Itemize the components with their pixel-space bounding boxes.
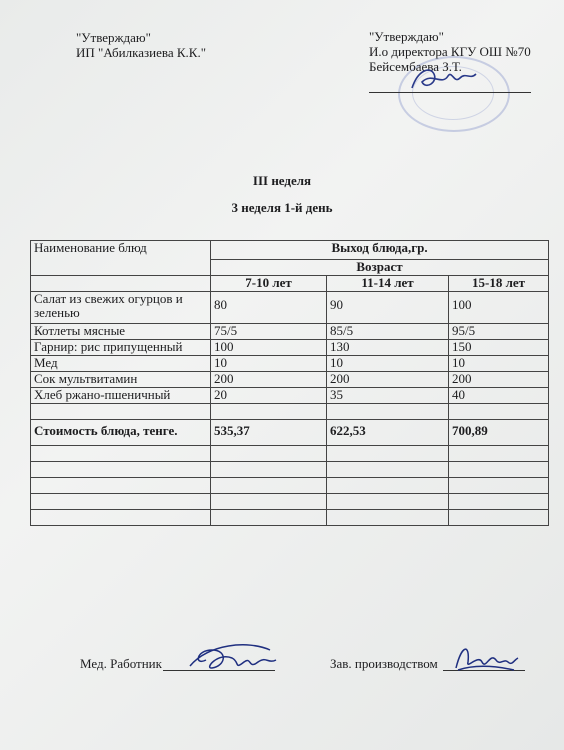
dish-value: 100 xyxy=(449,292,549,324)
cost-row xyxy=(31,420,549,446)
empty-row xyxy=(31,404,549,420)
director-name: Бейсембаева З.Т. xyxy=(369,59,462,74)
production-head-signature xyxy=(452,640,522,674)
menu-table xyxy=(30,240,549,526)
empty-row xyxy=(31,446,549,462)
cost-label: Стоимость блюда, тенге. xyxy=(31,420,211,446)
table-header-row xyxy=(31,241,549,260)
empty-row xyxy=(31,494,549,510)
dish-name: Салат из свежих огурцов и зеленью xyxy=(31,292,211,324)
empty-row xyxy=(31,478,549,494)
col-age-header: Возраст xyxy=(211,260,549,276)
day-subtitle: 3 неделя 1-й день xyxy=(231,200,333,215)
director-position: И.о директора КГУ ОШ №70 xyxy=(369,44,531,59)
table-row xyxy=(31,356,549,372)
dish-value: 10 xyxy=(327,356,449,372)
dish-value: 100 xyxy=(211,340,327,356)
age-group-15-18: 15-18 лет xyxy=(449,276,549,292)
dish-value: 95/5 xyxy=(449,324,549,340)
col-output-header: Выход блюда,гр. xyxy=(211,241,549,260)
right-approve-label: "Утверждаю" xyxy=(369,29,444,44)
dish-value: 85/5 xyxy=(327,324,449,340)
dish-value: 10 xyxy=(449,356,549,372)
age-groups-row xyxy=(31,276,549,292)
dish-value: 20 xyxy=(211,388,327,404)
left-approve-label: "Утверждаю" xyxy=(76,30,151,45)
dish-value: 75/5 xyxy=(211,324,327,340)
empty-cell xyxy=(31,276,211,292)
cost-value: 700,89 xyxy=(449,420,549,446)
dish-value: 90 xyxy=(327,292,449,324)
med-worker-signature xyxy=(188,636,278,676)
empty-row xyxy=(31,462,549,478)
dish-value: 35 xyxy=(327,388,449,404)
dish-name: Мед xyxy=(31,356,211,372)
dish-value: 40 xyxy=(449,388,549,404)
cost-value: 535,37 xyxy=(211,420,327,446)
table-row xyxy=(31,372,549,388)
dish-value: 200 xyxy=(327,372,449,388)
table-row xyxy=(31,340,549,356)
dish-value: 130 xyxy=(327,340,449,356)
table-row xyxy=(31,388,549,404)
week-title: III неделя xyxy=(252,173,312,188)
director-signature xyxy=(408,62,478,94)
dish-value: 80 xyxy=(211,292,327,324)
dish-name: Сок мультвитамин xyxy=(31,372,211,388)
dish-value: 10 xyxy=(211,356,327,372)
age-group-11-14: 11-14 лет xyxy=(327,276,449,292)
dish-value: 150 xyxy=(449,340,549,356)
production-head-label: Зав. производством xyxy=(330,656,438,671)
cost-value: 622,53 xyxy=(327,420,449,446)
table-row xyxy=(31,324,549,340)
col-name-header: Наименование блюд xyxy=(31,241,211,276)
left-organization: ИП "Абилказиева К.К." xyxy=(76,45,207,60)
med-worker-label: Мед. Работник xyxy=(80,656,162,671)
table-row xyxy=(31,292,549,324)
empty-row xyxy=(31,510,549,526)
dish-name: Котлеты мясные xyxy=(31,324,211,340)
dish-name: Гарнир: рис припущенный xyxy=(31,340,211,356)
dish-name: Хлеб ржано-пшеничный xyxy=(31,388,211,404)
dish-value: 200 xyxy=(211,372,327,388)
dish-value: 200 xyxy=(449,372,549,388)
age-group-7-10: 7-10 лет xyxy=(211,276,327,292)
